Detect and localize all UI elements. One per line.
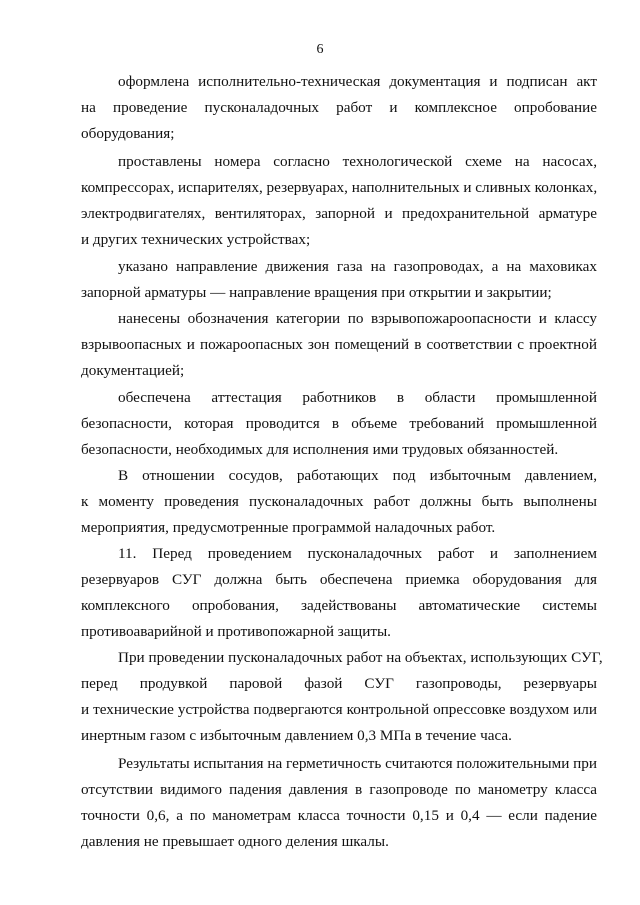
paragraph-line: нанесены обозначения категории по взрывопожароопасности и классу — [118, 310, 597, 327]
paragraph-line: давления не превышает одного деления шкалы. — [81, 833, 389, 850]
paragraph-line: и технические устройства подвергаются контрольной опрессовке воздухом или — [81, 701, 597, 718]
paragraph-line: к моменту проведения пусконаладочных работ должны быть выполнены — [81, 493, 597, 510]
paragraph-line: инертным газом с избыточным давлением 0,3 МПа в течение часа. — [81, 727, 512, 744]
paragraph-line: компрессорах, испарителях, резервуарах, наполнительных и сливных колонках, — [81, 179, 598, 196]
paragraph-line: В отношении сосудов, работающих под избыточным давлением, — [118, 467, 597, 484]
paragraph-line: При проведении пусконаладочных работ на объектах, использующих СУГ, — [118, 649, 603, 666]
paragraph-line: запорной арматуры — направление вращения при открытии и закрытии; — [81, 284, 552, 301]
paragraph-line: обеспечена аттестация работников в области промышленной — [118, 389, 597, 406]
paragraph-line: документацией; — [81, 362, 185, 379]
paragraph-line: отсутствии видимого падения давления в газопроводе по манометру класса — [81, 781, 597, 798]
paragraph-line: комплексного опробования, задействованы автоматические системы — [81, 597, 597, 614]
paragraph-line: резервуаров СУГ должна быть обеспечена приемка оборудования для — [81, 571, 597, 588]
paragraph-line: и других технических устройствах; — [81, 231, 311, 248]
paragraph-line: Результаты испытания на герметичность считаются положительными при — [118, 755, 597, 772]
paragraph-line: 11. Перед проведением пусконаладочных работ и заполнением — [118, 545, 597, 562]
paragraph-line: оформлена исполнительно-техническая документация и подписан акт — [118, 73, 597, 90]
paragraph-line: указано направление движения газа на газопроводах, а на маховиках — [118, 258, 597, 275]
paragraph-line: на проведение пусконаладочных работ и комплексное опробование — [81, 99, 597, 116]
paragraph-line: перед продувкой паровой фазой СУГ газопроводы, резервуары — [81, 675, 597, 692]
paragraph-line: безопасности, которая проводится в объеме требований промышленной — [81, 415, 597, 432]
paragraph-line: взрывоопасных и пожароопасных зон помещений в соответствии с проектной — [81, 336, 597, 353]
paragraph-line: электродвигателях, вентиляторах, запорной и предохранительной арматуре — [81, 205, 597, 222]
paragraph-line: безопасности, необходимых для исполнения ими трудовых обязанностей. — [81, 441, 559, 458]
paragraph-line: точности 0,6, а по манометрам класса точности 0,15 и 0,4 — если падение — [81, 807, 597, 824]
paragraph-line: мероприятия, предусмотренные программой наладочных работ. — [81, 519, 496, 536]
paragraph-line: проставлены номера согласно технологической схеме на насосах, — [118, 153, 597, 170]
page-number: 6 — [316, 42, 324, 57]
paragraph-line: оборудования; — [81, 125, 175, 142]
paragraph-line: противоаварийной и противопожарной защиты. — [81, 623, 391, 640]
